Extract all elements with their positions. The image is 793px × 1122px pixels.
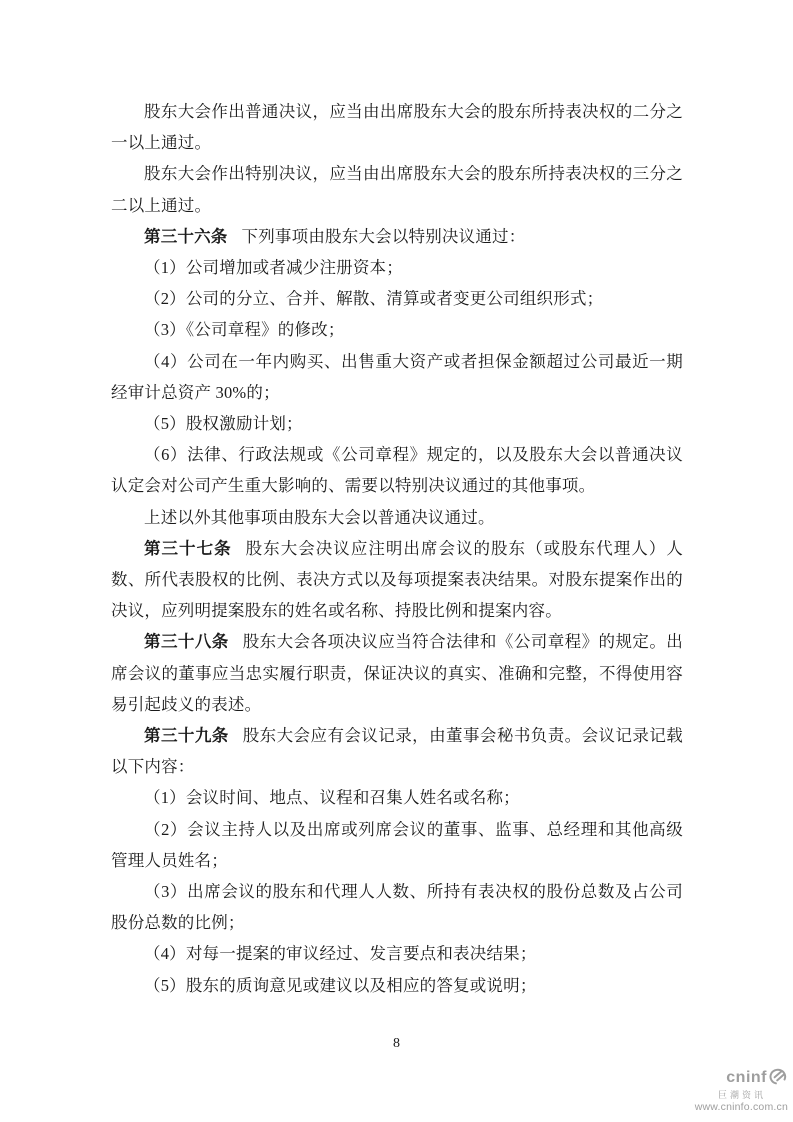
- article-number: 第三十六条: [144, 226, 228, 246]
- paragraph-text: （3）出席会议的股东和代理人人数、所持有表决权的股份总数及占公司股份总数的比例；: [111, 882, 683, 933]
- article-number: 第三十九条: [144, 726, 229, 746]
- paragraph-text: （3）《公司章程》的修改；: [144, 320, 345, 340]
- cninfo-swirl-icon: [769, 1067, 788, 1089]
- paragraph-text: （1）公司增加或者减少注册资本；: [144, 258, 403, 278]
- body-paragraph: [111, 502, 683, 533]
- article-paragraph: [111, 533, 683, 627]
- paragraph-text: 上述以外其他事项由股东大会以普通决议通过。: [144, 507, 495, 527]
- article-paragraph: [111, 221, 683, 252]
- paragraph-text: 下列事项由股东大会以特别决议通过：: [241, 226, 526, 246]
- watermark-url: www.cninfo.com.cn: [694, 1101, 788, 1114]
- body-paragraph: [111, 970, 683, 1001]
- article-paragraph: [111, 720, 683, 782]
- paragraph-text: （5）股东的质询意见或建议以及相应的答复或说明；: [144, 975, 537, 995]
- cninfo-watermark: [695, 1067, 788, 1114]
- paragraph-text: （1）会议时间、地点、议程和召集人姓名或名称；: [144, 788, 520, 808]
- watermark-chinese-name: 巨潮资讯: [717, 1089, 766, 1100]
- body-paragraph: [111, 408, 683, 439]
- body-paragraph: [111, 283, 683, 314]
- paragraph-text: 股东大会各项决议应当符合法律和《公司章程》的规定。出席会议的董事应当忠实履行职责，保证决议的真实、准确和完整，不得使用容易引起歧义的表述。: [111, 632, 684, 714]
- body-paragraph: [111, 814, 683, 876]
- paragraph-text: 股东大会作出特别决议，应当由出席股东大会的股东所持表决权的三分之二以上通过。: [111, 164, 683, 215]
- body-paragraph: [111, 439, 683, 501]
- page-number: 8: [393, 1036, 400, 1051]
- paragraph-text: 股东大会作出普通决议，应当由出席股东大会的股东所持表决权的二分之一以上通过。: [111, 102, 683, 153]
- body-paragraph: [111, 782, 683, 813]
- paragraph-text: （2）公司的分立、合并、解散、清算或者变更公司组织形式；: [144, 289, 604, 309]
- body-paragraph: [111, 314, 683, 345]
- paragraph-text: 股东大会决议应注明出席会议的股东（或股东代理人）人数、所代表股权的比例、表决方式以及每项提案表决结果。对股东提案作出的决议，应列明提案股东的姓名或名称、持股比例和提案内容。: [111, 538, 684, 621]
- article-number: 第三十七条: [144, 538, 232, 558]
- paragraph-text: （2）会议主持人以及出席或列席会议的董事、监事、总经理和其他高级管理人员姓名；: [111, 819, 683, 870]
- article-number: 第三十八条: [144, 632, 229, 652]
- document-content: [111, 96, 683, 1001]
- watermark-brand-row: [726, 1067, 788, 1089]
- paragraph-text: （4）公司在一年内购买、出售重大资产或者担保金额超过公司最近一期经审计总资产 30%的；: [111, 351, 683, 402]
- body-paragraph: [111, 252, 683, 283]
- body-paragraph: [111, 876, 683, 938]
- watermark-brand-text: cninf: [726, 1068, 767, 1086]
- paragraph-text: （4）对每一提案的审议经过、发言要点和表决结果；: [144, 944, 537, 964]
- paragraph-text: （6）法律、行政法规或《公司章程》规定的，以及股东大会以普通决议认定会对公司产生重大影响的、需要以特别决议通过的其他事项。: [111, 445, 683, 496]
- body-paragraph: [111, 346, 683, 408]
- body-paragraph: [111, 158, 683, 220]
- body-paragraph: [111, 96, 683, 158]
- paragraph-text: （5）股权激励计划；: [144, 414, 303, 434]
- article-paragraph: [111, 626, 683, 720]
- body-paragraph: [111, 938, 683, 969]
- paragraph-text: 股东大会应有会议记录，由董事会秘书负责。会议记录记载以下内容：: [111, 726, 684, 777]
